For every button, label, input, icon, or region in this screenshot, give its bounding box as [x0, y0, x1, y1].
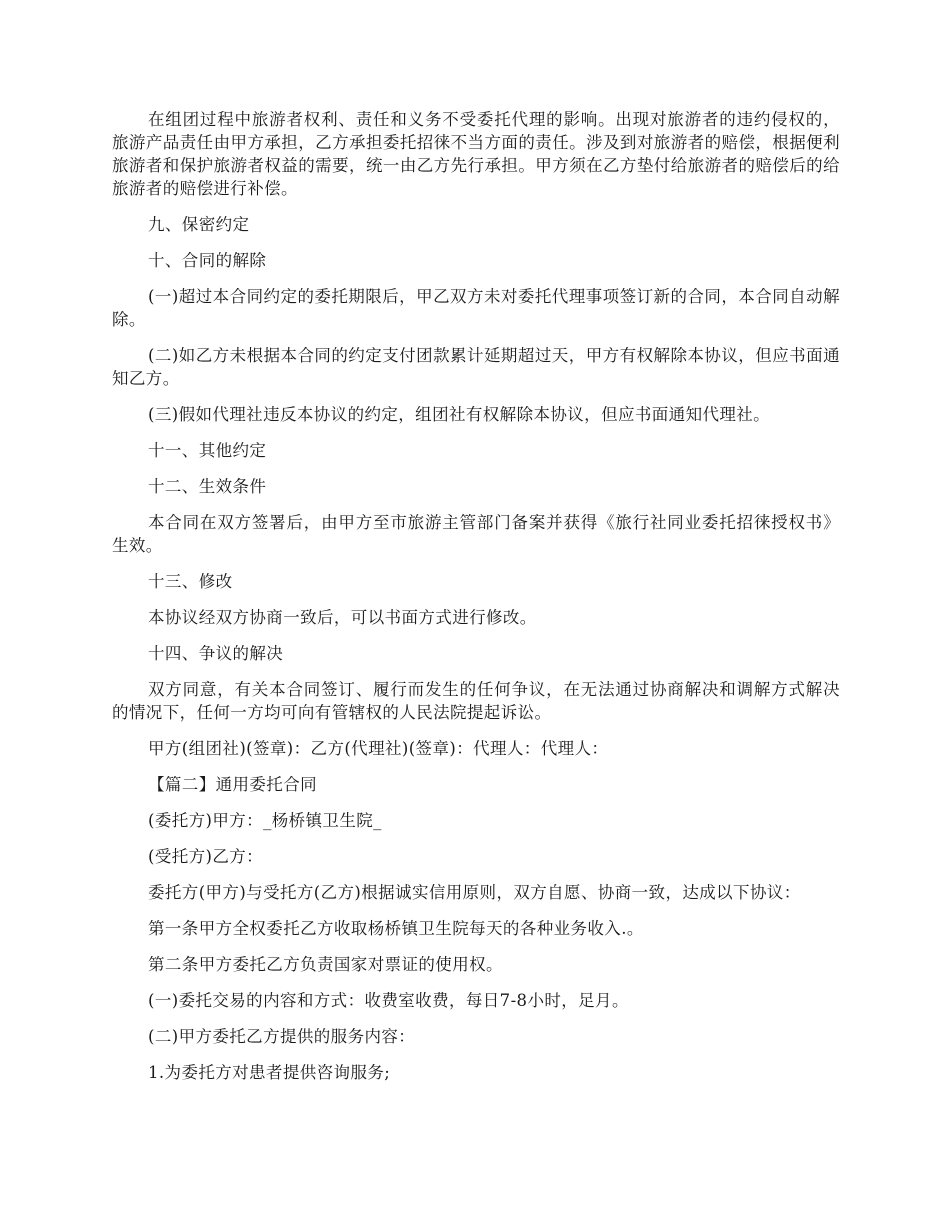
paragraph: (三)假如代理社违反本协议的约定，组团社有权解除本协议，但应书面通知代理社。: [148, 405, 771, 424]
paragraph: 在组团过程中旅游者权利、责任和义务不受委托代理的影响。出现对旅游者的违约侵权的，旅游产品责任由甲方承担，乙方承担委托招徕不当方面的责任。涉及到对旅游者的赔偿，根据便利旅游者和保护旅游者权益的需要，统一由乙方先行承担。甲方须在乙方垫付给旅游者的赔偿后的给旅游者的赔偿进行补偿。: [112, 110, 840, 198]
list-item: 1.为委托方对患者提供咨询服务;: [148, 1063, 391, 1082]
section-heading: 【篇二】通用委托合同: [148, 775, 317, 794]
paragraph: (一)委托交易的内容和方式：收费室收费，每日7-8小时，足月。: [148, 991, 629, 1010]
section-heading: 十三、修改: [148, 572, 233, 591]
paragraph: 第二条甲方委托乙方负责国家对票证的使用权。: [148, 955, 503, 974]
section-heading: 十一、其他约定: [148, 441, 267, 460]
document-body: [112, 108, 840, 1097]
party-line: (受托方)乙方：: [148, 847, 264, 866]
paragraph: 第一条甲方全权委托乙方收取杨桥镇卫生院每天的各种业务收入.。: [148, 919, 644, 938]
signature-line: 甲方(组团社)(签章)：乙方(代理社)(签章)：代理人：代理人：: [148, 739, 609, 758]
section-heading: 十四、争议的解决: [148, 644, 284, 663]
paragraph: (一)超过本合同约定的委托期限后，甲乙双方未对委托代理事项签订新的合同，本合同自动解除。: [112, 287, 840, 329]
section-heading: 十、合同的解除: [148, 251, 267, 270]
paragraph: 本合同在双方签署后，由甲方至市旅游主管部门备案并获得《旅行社同业委托招徕授权书》生效。: [112, 513, 840, 555]
section-heading: 十二、生效条件: [148, 477, 267, 496]
paragraph: (二)甲方委托乙方提供的服务内容：: [148, 1027, 416, 1046]
paragraph: 委托方(甲方)与受托方(乙方)根据诚实信用原则，双方自愿、协商一致，达成以下协议：: [148, 883, 801, 902]
paragraph: 双方同意，有关本合同签订、履行而发生的任何争议，在无法通过协商解决和调解方式解决的情况下，任何一方均可向有管辖权的人民法院提起诉讼。: [112, 680, 840, 722]
section-heading: 九、保密约定: [148, 215, 250, 234]
party-line: (委托方)甲方：_杨桥镇卫生院_: [148, 811, 382, 830]
paragraph: (二)如乙方未根据本合同的约定支付团款累计延期超过天，甲方有权解除本协议，但应书面通知乙方。: [112, 346, 840, 388]
paragraph: 本协议经双方协商一致后，可以书面方式进行修改。: [148, 608, 537, 627]
